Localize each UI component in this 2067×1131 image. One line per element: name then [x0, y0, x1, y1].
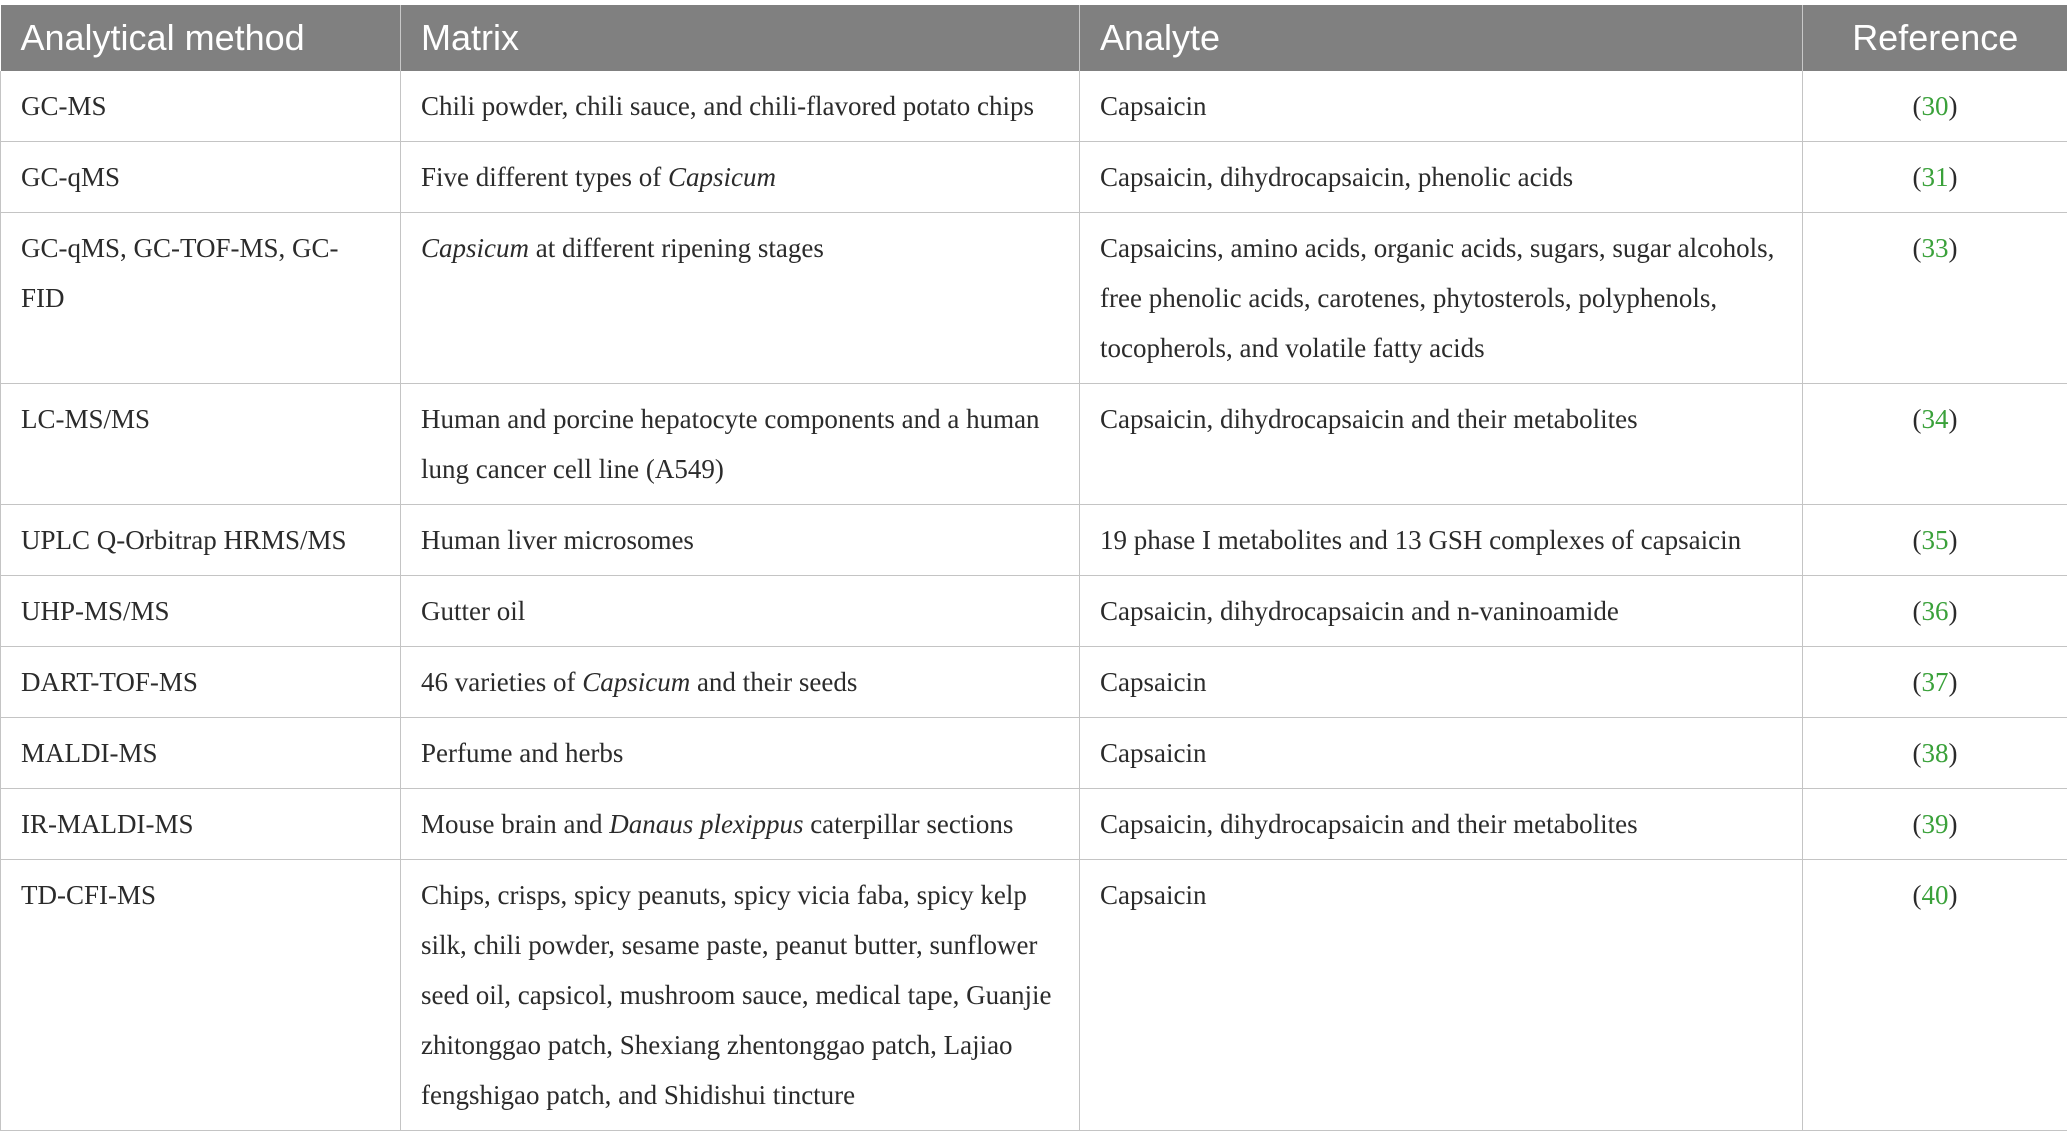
reference-link[interactable]: 37 [1922, 667, 1949, 697]
header-analyte: Analyte [1080, 5, 1803, 71]
methods-table [0, 5, 2067, 1131]
reference-link[interactable]: 30 [1922, 91, 1949, 121]
matrix-text: Perfume and herbs [421, 738, 623, 768]
matrix-text: Chips, crisps, spicy peanuts, spicy vicia faba, spicy kelp silk, chili powder, sesame paste, peanut butter, sunflower seed oil, capsicol, mushroom sauce, medical tape, Guanjie zhitonggao patch, Shexiang zhentonggao patch, Lajiao fengshigao patch, and Shidishui tincture [421, 880, 1052, 1110]
reference-link[interactable]: 33 [1922, 233, 1949, 263]
cell-method: UPLC Q-Orbitrap HRMS/MS [1, 505, 401, 576]
matrix-italic-text: Capsicum [582, 667, 690, 697]
cell-analyte: Capsaicin [1080, 71, 1803, 142]
cell-analyte: Capsaicin, dihydrocapsaicin and their metabolites [1080, 384, 1803, 505]
reference-link[interactable]: 40 [1922, 880, 1949, 910]
reference-link[interactable]: 31 [1922, 162, 1949, 192]
cell-reference: (39) [1803, 789, 2067, 860]
reference-link[interactable]: 36 [1922, 596, 1949, 626]
matrix-text: Chili powder, chili sauce, and chili-flavored potato chips [421, 91, 1034, 121]
table-body [1, 71, 2067, 1131]
cell-method: MALDI-MS [1, 718, 401, 789]
cell-analyte: Capsaicin, dihydrocapsaicin, phenolic acids [1080, 142, 1803, 213]
cell-reference: (31) [1803, 142, 2067, 213]
cell-matrix [401, 860, 1080, 1131]
table-row [1, 718, 2067, 789]
cell-analyte: Capsaicins, amino acids, organic acids, sugars, sugar alcohols, free phenolic acids, carotenes, phytosterols, polyphenols, tocopherols, and volatile fatty acids [1080, 213, 1803, 384]
cell-method: GC-MS [1, 71, 401, 142]
cell-method: LC-MS/MS [1, 384, 401, 505]
cell-method: GC-qMS, GC-TOF-MS, GC-FID [1, 213, 401, 384]
cell-reference: (30) [1803, 71, 2067, 142]
matrix-text: Human liver microsomes [421, 525, 694, 555]
header-matrix: Matrix [401, 5, 1080, 71]
table-row [1, 505, 2067, 576]
cell-reference: (34) [1803, 384, 2067, 505]
table-row [1, 213, 2067, 384]
matrix-italic-text: Capsicum [668, 162, 776, 192]
matrix-italic-text: Danaus plexippus [609, 809, 803, 839]
cell-method: GC-qMS [1, 142, 401, 213]
matrix-text: Five different types of [421, 162, 668, 192]
cell-analyte: Capsaicin [1080, 860, 1803, 1131]
cell-analyte: Capsaicin [1080, 647, 1803, 718]
cell-reference: (35) [1803, 505, 2067, 576]
cell-matrix [401, 213, 1080, 384]
matrix-text: at different ripening stages [529, 233, 824, 263]
cell-matrix [401, 384, 1080, 505]
reference-link[interactable]: 39 [1922, 809, 1949, 839]
cell-matrix [401, 576, 1080, 647]
reference-link[interactable]: 38 [1922, 738, 1949, 768]
cell-analyte: Capsaicin [1080, 718, 1803, 789]
cell-reference: (38) [1803, 718, 2067, 789]
matrix-italic-text: Capsicum [421, 233, 529, 263]
reference-link[interactable]: 34 [1922, 404, 1949, 434]
cell-matrix [401, 505, 1080, 576]
table-row [1, 789, 2067, 860]
cell-matrix [401, 71, 1080, 142]
table-row [1, 142, 2067, 213]
table-row [1, 384, 2067, 505]
cell-matrix [401, 718, 1080, 789]
matrix-text: caterpillar sections [803, 809, 1013, 839]
cell-matrix [401, 142, 1080, 213]
cell-matrix [401, 789, 1080, 860]
cell-reference: (36) [1803, 576, 2067, 647]
cell-reference: (37) [1803, 647, 2067, 718]
header-analytical-method: Analytical method [1, 5, 401, 71]
table-row [1, 860, 2067, 1131]
matrix-text: 46 varieties of [421, 667, 582, 697]
cell-method: DART-TOF-MS [1, 647, 401, 718]
cell-method: TD-CFI-MS [1, 860, 401, 1131]
matrix-text: Gutter oil [421, 596, 525, 626]
table-header [1, 5, 2067, 71]
table-row [1, 647, 2067, 718]
table-row [1, 576, 2067, 647]
matrix-text: Human and porcine hepatocyte components and a human lung cancer cell line (A549) [421, 404, 1040, 484]
cell-analyte: Capsaicin, dihydrocapsaicin and n-vaninoamide [1080, 576, 1803, 647]
cell-method: UHP-MS/MS [1, 576, 401, 647]
cell-method: IR-MALDI-MS [1, 789, 401, 860]
table-row [1, 71, 2067, 142]
cell-reference: (40) [1803, 860, 2067, 1131]
reference-link[interactable]: 35 [1922, 525, 1949, 555]
header-row [1, 5, 2067, 71]
header-reference: Reference [1803, 5, 2067, 71]
cell-analyte: Capsaicin, dihydrocapsaicin and their metabolites [1080, 789, 1803, 860]
table-container [0, 5, 2067, 1131]
cell-reference: (33) [1803, 213, 2067, 384]
matrix-text: Mouse brain and [421, 809, 609, 839]
matrix-text: and their seeds [690, 667, 857, 697]
cell-analyte: 19 phase I metabolites and 13 GSH complexes of capsaicin [1080, 505, 1803, 576]
cell-matrix [401, 647, 1080, 718]
